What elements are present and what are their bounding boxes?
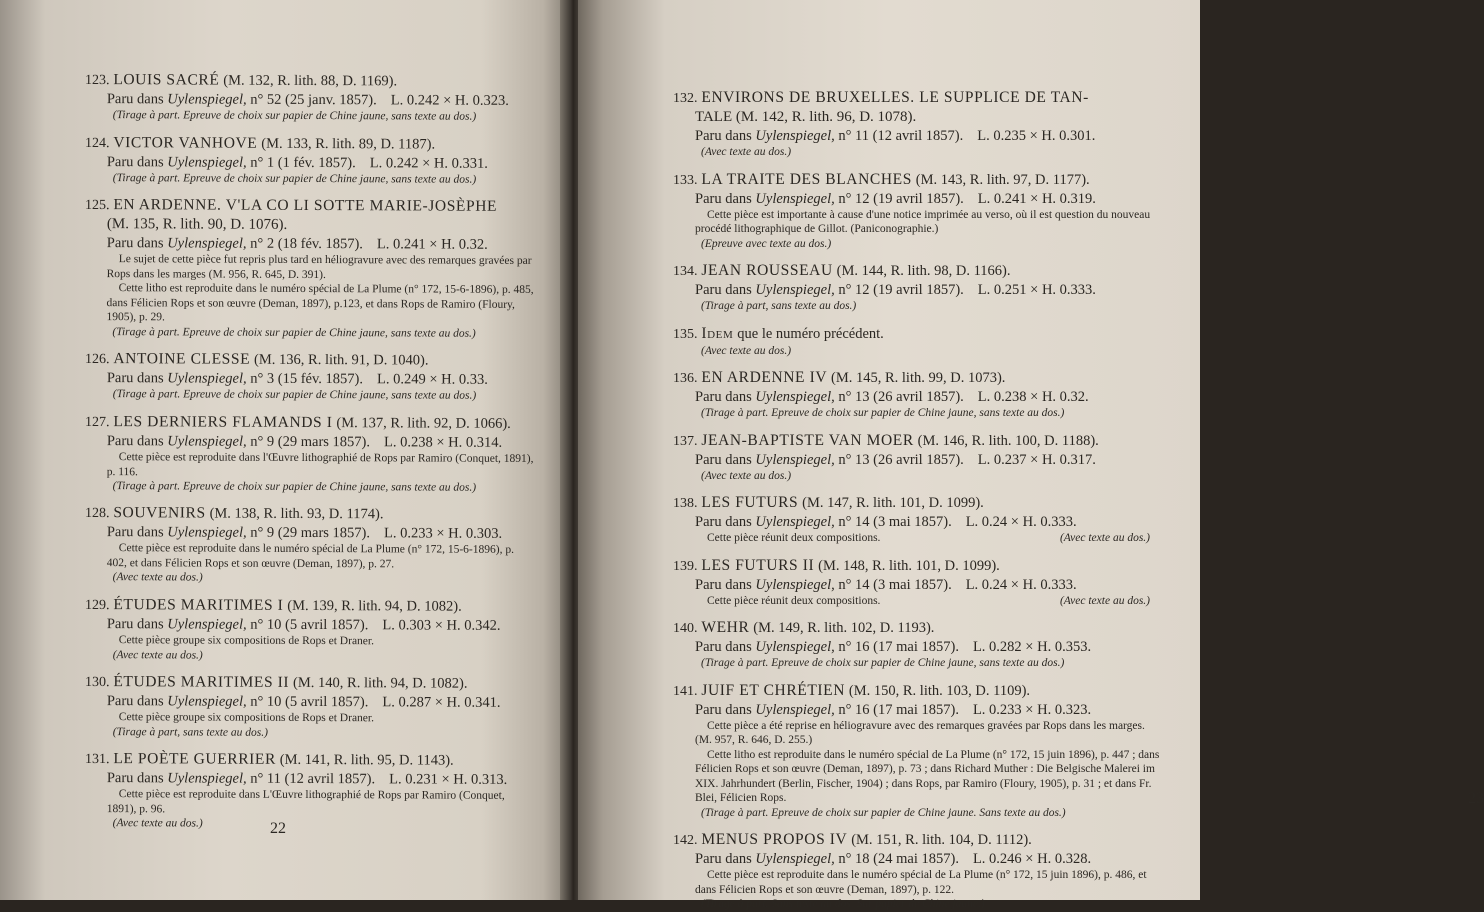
journal-name: Uylenspiegel, — [755, 451, 835, 468]
entry-references: que le numéro précédent. — [737, 325, 884, 342]
publication-prefix: Paru dans — [695, 128, 756, 144]
entry-heading — [673, 493, 1160, 513]
publication-prefix: Paru dans — [695, 514, 756, 530]
dimensions: L. 0.231 × H. 0.313. — [389, 770, 508, 788]
dimensions: L. 0.241 × H. 0.32. — [376, 236, 488, 253]
publication-prefix: Paru dans — [106, 153, 168, 170]
publication-line — [673, 850, 1160, 868]
journal-name: Uylenspiegel, — [755, 514, 835, 530]
entry-heading — [85, 349, 536, 371]
catalog-entry — [673, 493, 1160, 546]
tirage-note: (Tirage à part. Epreuve de choix sur papier de Chine jaune, sans texte au dos.) — [112, 388, 477, 402]
entry-references: (M. 139, R. lith. 94, D. 1082). — [287, 597, 462, 615]
entry-note: Cette pièce réunit deux compositions. — [707, 532, 881, 544]
dimensions: L. 0.246 × H. 0.328. — [972, 851, 1092, 867]
catalog-entry — [673, 170, 1160, 252]
entry-references: (M. 141, R. lith. 95, D. 1143). — [279, 751, 454, 769]
journal-name: Uylenspiegel, — [167, 370, 247, 387]
entry-number: 135. — [673, 326, 698, 342]
entry-title: JUIF ET CHRÉTIEN — [701, 681, 846, 699]
entry-references: (M. 136, R. lith. 91, D. 1040). — [254, 351, 429, 369]
dimensions: L. 0.238 × H. 0.314. — [383, 433, 503, 451]
catalog-entry — [85, 749, 536, 832]
publication-prefix: Paru dans — [106, 692, 168, 709]
entry-references: (M. 143, R. lith. 97, D. 1177). — [915, 171, 1090, 188]
entry-title: JEAN-BAPTISTE VAN MOER — [701, 431, 914, 449]
tirage-note: (Epreuve avec texte au dos.) — [701, 237, 832, 250]
publication-prefix: Paru dans — [106, 615, 168, 632]
publication-line — [85, 152, 536, 172]
entry-title: ENVIRONS DE BRUXELLES. LE SUPPLICE DE TAN- — [701, 89, 1089, 106]
publication-prefix: Paru dans — [695, 282, 756, 298]
entry-note: Cette pièce a été reprise en héliogravure avec des remarques gravées par Rops dans les marges. (M. 957, R. 646, D. 255.) — [695, 719, 1145, 746]
entry-heading — [85, 133, 536, 155]
journal-name: Uylenspiegel, — [167, 615, 247, 633]
entry-note-row — [673, 531, 1160, 546]
catalog-entry — [673, 681, 1160, 821]
entry-note: Cette pièce est reproduite dans le numéro spécial de La Plume (n° 172, 15-6-1896), p. 402, et dans Félicien Rops et son œuvre (Deman, 1897), p. 27. — [106, 542, 514, 570]
entry-title-continued: TALE — [695, 109, 733, 125]
publication-prefix: Paru dans — [106, 91, 168, 108]
entry-title: LA TRAITE DES BLANCHES — [701, 170, 912, 188]
dimensions: L. 0.242 × H. 0.323. — [390, 92, 509, 109]
issue-info: n° 14 (3 mai 1857). — [834, 514, 952, 530]
entry-references: (M. 146, R. lith. 100, D. 1188). — [917, 432, 1099, 449]
entry-heading-continued — [85, 215, 536, 236]
entry-title: LE POÈTE GUERRIER — [113, 749, 276, 768]
dimensions: L. 0.235 × H. 0.301. — [977, 128, 1096, 144]
issue-info: n° 11 (12 avril 1857). — [834, 128, 964, 144]
journal-name: Uylenspiegel, — [167, 432, 247, 450]
journal-name: Uylenspiegel, — [755, 190, 835, 207]
publication-line — [673, 127, 1160, 145]
entry-heading — [85, 672, 536, 694]
entry-number: 128. — [84, 505, 110, 522]
issue-info: n° 14 (3 mai 1857). — [834, 576, 952, 593]
entry-heading — [673, 681, 1160, 701]
entry-number: 127. — [84, 414, 110, 430]
publication-line — [673, 451, 1160, 469]
entry-heading — [85, 503, 536, 525]
entry-references: (M. 144, R. lith. 98, D. 1166). — [836, 263, 1011, 279]
entry-heading — [673, 556, 1160, 576]
entry-references: (M. 149, R. lith. 102, D. 1193). — [753, 620, 935, 636]
publication-line — [673, 281, 1160, 299]
issue-info: n° 11 (12 avril 1857). — [246, 770, 376, 787]
entry-title: VICTOR VANHOVE — [113, 133, 258, 152]
journal-name: Uylenspiegel, — [167, 235, 247, 252]
entry-heading — [673, 88, 1160, 108]
issue-info: n° 16 (17 mai 1857). — [834, 639, 959, 655]
tirage-note: (Avec texte au dos.) — [701, 146, 792, 158]
entry-note: Cette pièce est reproduite dans L'Œuvre lithographié de Rops par Ramiro (Conquet, 1891), p. 96. — [106, 787, 505, 815]
entry-heading — [85, 749, 536, 771]
dimensions: L. 0.241 × H. 0.319. — [977, 190, 1096, 207]
tirage-note: (Tirage à part. Epreuve de choix sur papier de Chine jaune, sans texte au dos.) — [112, 325, 476, 340]
dimensions: L. 0.233 × H. 0.323. — [972, 701, 1092, 718]
dimensions: L. 0.282 × H. 0.353. — [972, 639, 1092, 655]
page-number-right: 23 — [1468, 790, 1484, 807]
entry-number: 133. — [673, 172, 698, 188]
issue-info: n° 10 (5 avril 1857). — [246, 616, 369, 633]
journal-name: Uylenspiegel, — [755, 851, 835, 867]
tirage-note: (Avec texte au dos.) — [112, 571, 203, 584]
catalog-entry — [85, 672, 536, 741]
entry-references: (M. 135, R. lith. 90, D. 1076). — [106, 216, 288, 233]
entry-note: Cette pièce groupe six compositions de Rops et Draner. — [118, 633, 375, 647]
tirage-note: (Avec texte au dos.) — [1059, 532, 1150, 544]
entry-references: (M. 142, R. lith. 96, D. 1078). — [735, 109, 917, 125]
entry-references: (M. 145, R. lith. 99, D. 1073). — [831, 370, 1006, 386]
dimensions: L. 0.251 × H. 0.333. — [977, 282, 1096, 298]
issue-info: n° 1 (1 fév. 1857). — [246, 154, 356, 171]
publication-line — [673, 388, 1160, 406]
left-page — [0, 0, 566, 900]
issue-info: n° 9 (29 mars 1857). — [246, 433, 371, 450]
tirage-note: (Avec texte au dos.) — [112, 648, 203, 661]
publication-line — [85, 614, 536, 634]
tirage-note: (Tirage à part. Sans texte au dos. Sur papier de Chine jaune.) — [701, 898, 985, 910]
entry-heading — [85, 595, 536, 617]
catalog-entry — [673, 618, 1160, 671]
left-entries — [85, 70, 536, 830]
catalog-entry — [85, 412, 536, 495]
tirage-note: (Avec texte au dos.) — [1059, 594, 1150, 607]
tirage-note: (Tirage à part. Epreuve de choix sur papier de Chine jaune, sans texte au dos.) — [112, 479, 477, 494]
entry-heading — [673, 368, 1160, 388]
tirage-note: (Tirage à part, sans texte au dos.) — [112, 725, 269, 738]
tirage-note: (Tirage à part. Epreuve de choix sur papier de Chine jaune, sans texte au dos.) — [112, 109, 477, 123]
catalog-entry — [673, 261, 1160, 314]
entry-heading — [85, 195, 536, 217]
entry-note: Cette litho est reproduite dans le numéro spécial de La Plume (n° 172, 15 juin 1896), p. 447 ; dans Félicien Rops et son œuvre (Deman, 1897), p. 73 ; dans Richard Muther : Die Belgische Malerei im XIX. Jahrhundert (Berlin, Fischer, 1904) ; dans Rops, par Ramiro (Floury, 1905), p. 31 ; et dans Fr. Blei, Félicien Rops. — [695, 748, 1160, 804]
publication-prefix: Paru dans — [695, 639, 756, 655]
dimensions: L. 0.233 × H. 0.303. — [383, 525, 503, 542]
entry-heading — [673, 170, 1160, 190]
entry-note: Cette pièce groupe six compositions de Rops et Draner. — [118, 710, 375, 724]
entry-references: (M. 140, R. lith. 94, D. 1082). — [293, 674, 468, 692]
entry-number: 125. — [84, 197, 110, 214]
tirage-note: (Tirage à part. Epreuve de choix sur papier de Chine jaune, sans texte au dos.) — [701, 407, 1065, 419]
entry-number: 137. — [673, 433, 698, 449]
journal-name: Uylenspiegel, — [167, 91, 247, 108]
entry-number: 129. — [84, 597, 110, 613]
publication-line — [673, 638, 1160, 656]
catalog-entry — [673, 368, 1160, 421]
journal-name: Uylenspiegel, — [167, 524, 247, 541]
catalog-entry — [85, 349, 536, 403]
dimensions: L. 0.24 × H. 0.333. — [965, 576, 1077, 593]
entry-title: LOUIS SACRÉ — [113, 71, 220, 89]
publication-prefix: Paru dans — [695, 701, 756, 718]
entry-note-row — [673, 594, 1160, 609]
publication-prefix: Paru dans — [106, 432, 168, 449]
entry-number: 123. — [84, 72, 110, 89]
entry-number: 126. — [84, 351, 110, 368]
entry-heading-continued — [673, 108, 1160, 127]
issue-info: n° 18 (24 mai 1857). — [834, 851, 959, 867]
entry-title: LES DERNIERS FLAMANDS I — [113, 412, 333, 431]
catalog-entry — [85, 133, 536, 187]
entry-heading — [85, 412, 536, 434]
journal-name: Uylenspiegel, — [167, 769, 247, 787]
catalog-entry — [673, 88, 1160, 160]
publication-prefix: Paru dans — [106, 524, 168, 541]
journal-name: Uylenspiegel, — [755, 639, 835, 655]
issue-info: n° 13 (26 avril 1857). — [834, 389, 964, 405]
entry-title: EN ARDENNE. V'LA CO LI SOTTE MARIE-JOSÈPHE — [113, 196, 498, 215]
publication-prefix: Paru dans — [106, 769, 168, 786]
entry-heading — [673, 618, 1160, 638]
entry-references: (M. 132, R. lith. 88, D. 1169). — [223, 72, 398, 90]
catalog-entry — [673, 830, 1160, 912]
entry-title: ÉTUDES MARITIMES I — [113, 595, 284, 614]
entry-heading — [673, 830, 1160, 850]
publication-line — [85, 369, 536, 389]
publication-line — [673, 576, 1160, 594]
entry-title: ÉTUDES MARITIMES II — [113, 672, 290, 691]
entry-title: Idem — [701, 324, 734, 342]
entry-title: EN ARDENNE IV — [701, 369, 828, 386]
publication-line — [85, 431, 536, 451]
dimensions: L. 0.238 × H. 0.32. — [977, 389, 1089, 405]
catalog-entry — [85, 70, 536, 124]
dimensions: L. 0.24 × H. 0.333. — [965, 514, 1077, 530]
publication-prefix: Paru dans — [695, 451, 756, 468]
dimensions: L. 0.237 × H. 0.317. — [977, 451, 1096, 468]
issue-info: n° 3 (15 fév. 1857). — [246, 370, 364, 388]
entry-title: LES FUTURS — [701, 494, 799, 511]
publication-prefix: Paru dans — [695, 576, 756, 593]
entry-heading — [85, 70, 536, 92]
entry-note: Cette litho est reproduite dans le numéro spécial de La Plume (n° 172, 15-6-1896), p. 485, dans Félicien Rops et son œuvre (Deman, 1897), p.123, et dans Rops de Ramiro (Floury, 1905), p. 29. — [106, 282, 534, 324]
dimensions: L. 0.303 × H. 0.342. — [382, 616, 501, 634]
journal-name: Uylenspiegel, — [755, 128, 835, 144]
catalog-entry — [673, 431, 1160, 484]
entry-note: Cette pièce réunit deux compositions. — [707, 594, 881, 607]
entry-number: 141. — [673, 683, 698, 699]
tirage-note: (Tirage à part. Epreuve de choix sur papier de Chine jaune, sans texte au dos.) — [112, 171, 477, 186]
tirage-note: (Tirage à part. Epreuve de choix sur papier de Chine jaune. Sans texte au dos.) — [701, 806, 1066, 819]
entry-number: 134. — [673, 264, 698, 279]
catalog-entry — [84, 195, 536, 341]
entry-number: 130. — [84, 674, 110, 690]
entry-note: Le sujet de cette pièce fut repris plus tard en héliogravure avec des remarques gravées par Rops dans les marges (M. 956, R. 645, D. 391). — [106, 253, 532, 281]
journal-name: Uylenspiegel, — [755, 576, 835, 593]
issue-info: n° 52 (25 janv. 1857). — [246, 91, 377, 109]
page-number-left: 22 — [270, 820, 286, 837]
dimensions: L. 0.249 × H. 0.33. — [376, 371, 488, 388]
entry-title: SOUVENIRS — [113, 504, 206, 522]
entry-heading — [673, 431, 1160, 451]
publication-line — [85, 90, 536, 110]
entry-references: (M. 151, R. lith. 104, D. 1112). — [851, 832, 1032, 848]
publication-line — [673, 513, 1160, 531]
entry-references: (M. 138, R. lith. 93, D. 1174). — [209, 505, 384, 523]
entry-references: (M. 133, R. lith. 89, D. 1187). — [261, 135, 436, 153]
dimensions: L. 0.242 × H. 0.331. — [369, 154, 488, 172]
entry-heading — [673, 261, 1160, 281]
publication-prefix: Paru dans — [695, 190, 756, 207]
entry-note: Cette pièce est reproduite dans l'Œuvre lithographié de Rops par Ramiro (Conquet, 1891), p. 116. — [106, 450, 534, 478]
entry-title: ANTOINE CLESSE — [113, 350, 251, 368]
publication-line — [85, 234, 536, 254]
entry-number: 132. — [673, 91, 698, 106]
entry-references: (M. 148, R. lith. 101, D. 1099). — [818, 557, 1000, 574]
publication-line — [85, 523, 536, 543]
entry-number: 140. — [673, 621, 698, 636]
entry-note: Cette pièce est reproduite dans le numéro spécial de La Plume (n° 172, 15 juin 1896), p. 486, et dans Félicien Rops et son œuvre (Deman, 1897), p. 122. — [695, 869, 1147, 896]
tirage-note: (Tirage à part, sans texte au dos.) — [701, 300, 857, 312]
publication-prefix: Paru dans — [695, 851, 756, 867]
entry-title: MENUS PROPOS IV — [701, 831, 848, 848]
publication-line — [673, 701, 1160, 719]
journal-name: Uylenspiegel, — [755, 389, 835, 405]
tirage-note: (Tirage à part. Epreuve de choix sur papier de Chine jaune, sans texte au dos.) — [701, 657, 1065, 669]
publication-prefix: Paru dans — [106, 235, 168, 252]
tirage-note: (Avec texte au dos.) — [701, 469, 792, 482]
publication-prefix: Paru dans — [695, 389, 756, 405]
entry-number: 138. — [673, 496, 698, 511]
issue-info: n° 12 (19 avril 1857). — [834, 190, 964, 207]
entry-number: 136. — [673, 371, 698, 386]
issue-info: n° 9 (29 mars 1857). — [246, 524, 371, 542]
entry-number: 131. — [84, 751, 110, 767]
entry-references: (M. 147, R. lith. 101, D. 1099). — [802, 495, 984, 511]
entry-heading — [673, 324, 1160, 344]
issue-info: n° 16 (17 mai 1857). — [834, 701, 959, 718]
issue-info: n° 2 (18 fév. 1857). — [246, 235, 363, 253]
issue-info: n° 13 (26 avril 1857). — [834, 451, 964, 468]
entry-number: 139. — [673, 558, 698, 574]
publication-prefix: Paru dans — [106, 370, 168, 387]
entry-title: LES FUTURS II — [701, 556, 815, 574]
entry-note: Cette pièce est importante à cause d'une notice imprimée au verso, où il est question du nouveau procédé lithographique de Gillot. (Paniconographie.) — [695, 208, 1151, 235]
entry-references: (M. 137, R. lith. 92, D. 1066). — [336, 414, 511, 432]
catalog-entry — [673, 556, 1160, 609]
journal-name: Uylenspiegel, — [755, 701, 835, 718]
entry-title: JEAN ROUSSEAU — [701, 262, 833, 279]
tirage-note: (Avec texte au dos.) — [701, 344, 792, 357]
issue-info: n° 12 (19 avril 1857). — [834, 282, 964, 298]
publication-line — [85, 768, 536, 788]
issue-info: n° 10 (5 avril 1857). — [246, 693, 369, 710]
entry-number: 124. — [84, 135, 110, 151]
tirage-note: (Avec texte au dos.) — [112, 816, 203, 830]
publication-line — [85, 691, 536, 711]
right-entries — [673, 88, 1160, 912]
journal-name: Uylenspiegel, — [755, 282, 835, 298]
dimensions: L. 0.287 × H. 0.341. — [382, 693, 501, 711]
journal-name: Uylenspiegel, — [167, 153, 247, 171]
catalog-entry — [673, 324, 1160, 359]
entry-references: (M. 150, R. lith. 103, D. 1109). — [848, 682, 1031, 699]
catalog-entry — [85, 503, 536, 586]
entry-number: 142. — [673, 833, 698, 848]
right-page — [578, 0, 1484, 910]
publication-line — [673, 190, 1160, 208]
journal-name: Uylenspiegel, — [167, 692, 247, 710]
catalog-entry — [85, 595, 536, 664]
entry-title: WEHR — [701, 619, 750, 636]
